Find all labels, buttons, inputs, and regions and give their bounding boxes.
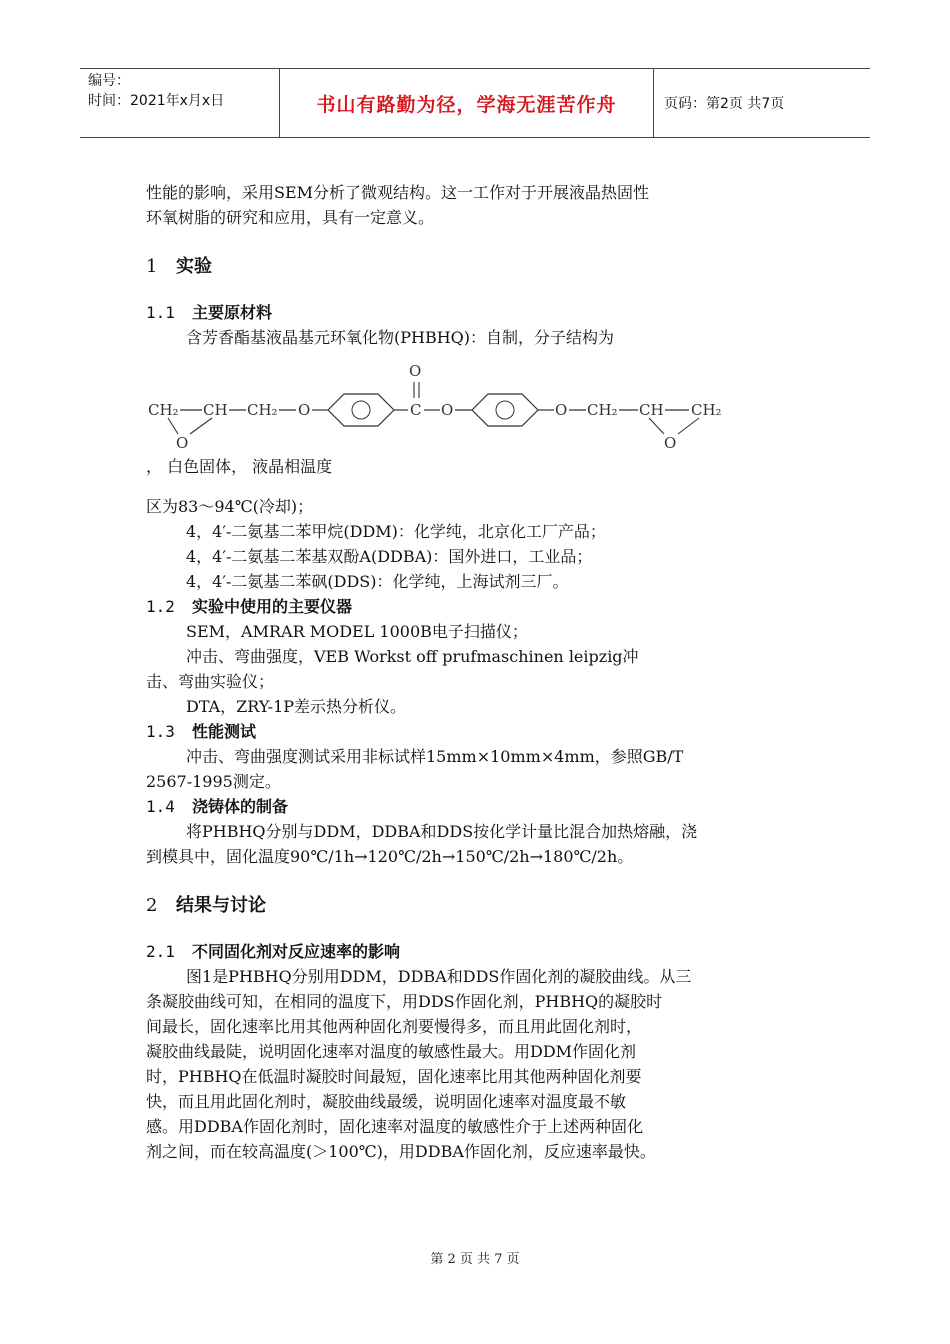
subsection-1-2-title: 实验中使用的主要仪器 (192, 597, 353, 616)
subsection-1-3-number: 1.3 (146, 722, 175, 741)
testing-line-1: 冲击、弯曲强度测试采用非标试样15mm×10mm×4mm，参照GB/T (186, 747, 684, 766)
instruments-line-3: 击、弯曲实验仪； (146, 672, 275, 691)
formula-ester-c: C (410, 401, 422, 419)
subsection-1-3-heading (146, 719, 746, 744)
formula-left-ch: CH (203, 401, 228, 419)
section-1-title: 实验 (176, 256, 212, 277)
page-footer: 第 2 页 共 7 页 (430, 1252, 520, 1267)
materials-ddm: 4，4′-二氨基二苯甲烷(DDM)：化学纯，北京化工厂产品； (186, 522, 606, 541)
header-motto: 书山有路勤为径，学海无涯苦作舟 (280, 69, 654, 137)
header-meta-cell (80, 69, 280, 137)
document-time-label: 时间：2021年x月x日 (88, 93, 225, 109)
subsection-2-1-title: 不同固化剂对反应速率的影响 (192, 942, 401, 961)
subsection-1-4-number: 1.4 (146, 797, 175, 816)
results-line-1: 图1是PHBHQ分别用DDM，DDBA和DDS作固化剂的凝胶曲线。从三 (186, 967, 692, 986)
formula-right-linker-ch2: CH₂ (587, 401, 618, 419)
formula-ester-o: O (441, 401, 454, 419)
formula-right-ch2: CH₂ (691, 401, 722, 419)
testing-line-2: 2567-1995测定。 (146, 772, 281, 791)
materials-dds: 4，4′-二氨基二苯砜(DDS)：化学纯，上海试剂三厂。 (186, 572, 569, 591)
materials-line-1: 含芳香酯基液晶基元环氧化物(PHBHQ)：自制，分子结构为 (186, 328, 615, 347)
subsection-1-2-heading (146, 594, 746, 619)
results-line-7: 感。用DDBA作固化剂时，固化速率对温度的敏感性介于上述两种固化 (146, 1117, 643, 1136)
formula-left-epoxide-o: O (176, 434, 189, 452)
subsection-1-2-number: 1.2 (146, 597, 175, 616)
results-line-6: 快，而且用此固化剂时，凝胶曲线最缓，说明固化速率对温度最不敏 (146, 1092, 627, 1111)
phbhq-structure-formula (146, 350, 746, 452)
intro-line-1: 性能的影响，采用SEM分析了微观结构。这一工作对于开展液晶热固性 (146, 183, 650, 202)
formula-left-ether-o: O (298, 401, 311, 419)
formula-right-epoxide-o: O (664, 434, 677, 452)
materials-line-2: ， 白色固体， 液晶相温度 (146, 457, 333, 476)
results-line-4: 凝胶曲线最陡，说明固化速率对温度的敏感性最大。用DDM作固化剂 (146, 1042, 637, 1061)
document-number-label: 编号： (88, 73, 130, 89)
formula-right-ether-o: O (555, 401, 568, 419)
molecule-diagram (146, 350, 746, 452)
section-2-title: 结果与讨论 (176, 895, 266, 916)
document-body (146, 180, 746, 1164)
results-line-5: 时，PHBHQ在低温时凝胶时间最短，固化速率比用其他两种固化剂要 (146, 1067, 642, 1086)
subsection-1-4-title: 浇铸体的制备 (192, 797, 289, 816)
results-line-8: 剂之间，而在较高温度(＞100℃)，用DDBA作固化剂，反应速率最快。 (146, 1142, 656, 1161)
section-1-heading (146, 252, 746, 278)
instruments-line-4: DTA，ZRY-1P差示热分析仪。 (186, 697, 407, 716)
materials-ddba: 4，4′-二氨基二苯基双酚A(DDBA)：国外进口，工业品； (186, 547, 593, 566)
subsection-2-1-number: 2.1 (146, 942, 175, 961)
subsection-1-4-heading (146, 794, 746, 819)
results-line-2: 条凝胶曲线可知，在相同的温度下，用DDS作固化剂，PHBHQ的凝胶时 (146, 992, 663, 1011)
page-header-table (80, 68, 870, 138)
instruments-line-1: SEM，AMRAR MODEL 1000B电子扫描仪； (186, 622, 528, 641)
subsection-1-1-heading (146, 300, 746, 325)
subsection-2-1-heading (146, 939, 746, 964)
intro-line-2: 环氧树脂的研究和应用，具有一定意义。 (146, 208, 435, 227)
materials-line-3: 区为83～94℃(冷却)； (146, 497, 314, 516)
formula-right-ch: CH (639, 401, 664, 419)
formula-carbonyl-o: O (409, 362, 422, 380)
header-page-info: 页码：第2页 共7页 (664, 96, 785, 112)
instruments-line-2: 冲击、弯曲强度，VEB Workst off prufmaschinen leipzig冲 (186, 647, 639, 666)
section-2-heading (146, 891, 746, 917)
section-2-number: 2 (146, 895, 158, 916)
section-1-number: 1 (146, 256, 158, 277)
subsection-1-1-title: 主要原材料 (192, 303, 273, 322)
formula-left-ch2: CH₂ (148, 401, 179, 419)
subsection-1-1-number: 1.1 (146, 303, 175, 322)
results-line-3: 间最长，固化速率比用其他两种固化剂要慢得多，而且用此固化剂时， (146, 1017, 643, 1036)
casting-line-1: 将PHBHQ分别与DDM，DDBA和DDS按化学计量比混合加热熔融，浇 (186, 822, 698, 841)
subsection-1-3-title: 性能测试 (192, 722, 257, 741)
formula-left-linker-ch2: CH₂ (247, 401, 278, 419)
casting-line-2: 到模具中，固化温度90℃/1h→120℃/2h→150℃/2h→180℃/2h。 (146, 847, 634, 866)
